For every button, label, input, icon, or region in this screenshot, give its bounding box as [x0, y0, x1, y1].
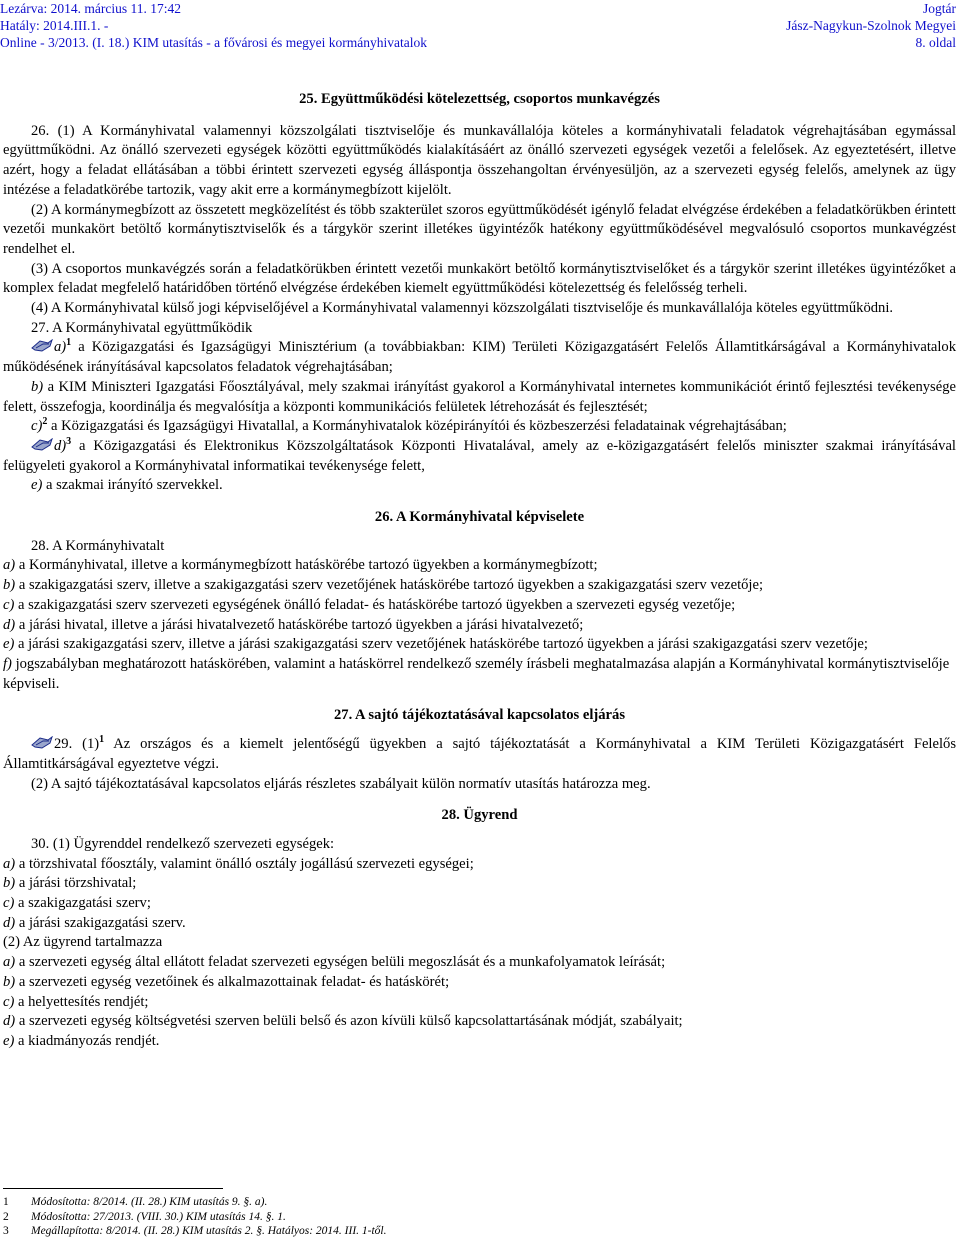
item-27-d	[3, 437, 956, 476]
item-text: a járási hivatal, illetve a járási hivatalvezető hatáskörébe tartozó ügyekben a járási hivatalvezető;	[15, 616, 584, 633]
item-label: d)	[54, 437, 67, 454]
item-label: a)	[3, 557, 16, 574]
list-item	[3, 914, 956, 934]
footnote-number: 2	[3, 1210, 9, 1223]
item-text: a járási szakigazgatási szerv.	[15, 914, 186, 931]
list-item	[3, 953, 956, 973]
footnote-text: Módosította: 27/2013. (VIII. 30.) KIM utasítás 14. §. 1.	[31, 1210, 286, 1223]
item-label: b)	[31, 378, 44, 395]
item-text: a Közigazgatási és Igazságügyi Hivatallal, a Kormányhivatalok középirányítói és közbeszerzési feladatainak végrehajtásában;	[47, 418, 787, 435]
list-item	[3, 556, 956, 576]
footnote-ref[interactable]: 3	[66, 436, 72, 448]
paragraph-26-1: 26. (1) A Kormányhivatal valamennyi közszolgálati tisztviselője és munkavállalója köteles a kormányhivatali feladatok végrehajtásában egymással együttműködni. Az önálló szervezeti egységek közötti együttműködés kialakításáért az önálló szervezeti egységek vezetői a felelősek. Az egyeztetésért, illetve azért, hogy a feladat ellátásában a többi érintett szervezeti egység álláspontja összehangoltan érvényesüljön, az a szervezeti egység felelős, amelynek az ügy intézése a feladatkörébe tartozik, vagy akit erre a kormánymegbízott kijelölt.	[3, 122, 956, 198]
item-text: a járási szakigazgatási szerv, illetve a járási szakigazgatási szerv vezetőjének hatáskörébe tartozó ügyekben a járási szakigazgatási szerv vezetője;	[14, 636, 868, 653]
item-text: a szakigazgatási szerv szervezeti egységének önálló feladat- és hatáskörébe tartozó ügyekben a szervezeti egység vezetője;	[14, 596, 736, 613]
item-27-a	[3, 338, 956, 377]
footnote-text: Megállapította: 8/2014. (II. 28.) KIM utasítás 2. §. Hatályos: 2014. III. 1-től.	[31, 1225, 387, 1237]
list-30-2	[3, 953, 956, 1052]
page-header	[0, 0, 960, 56]
item-text: a törzshivatal főosztály, valamint önálló osztály jogállású szervezeti egységei;	[15, 855, 474, 872]
list-item	[3, 973, 956, 993]
list-item	[3, 1032, 956, 1052]
item-label: d)	[3, 914, 16, 931]
item-label: b)	[3, 973, 16, 990]
footnotes	[3, 1188, 956, 1239]
amendment-marker-icon[interactable]	[31, 736, 53, 749]
item-label: d)	[3, 616, 16, 633]
item-text: a szervezeti egység költségvetési szerven belüli belső és azon kívüli külső kapcsolattartásának módját, szabályait;	[15, 1013, 683, 1030]
paragraph-number: 29. (1)	[54, 736, 100, 753]
item-label: c)	[3, 596, 15, 613]
header-lock-date: Lezárva: 2014. március 11. 17:42	[0, 1, 181, 16]
list-item	[3, 655, 956, 675]
item-label: d)	[3, 1013, 16, 1030]
item-label: c)	[3, 895, 15, 912]
list-item	[3, 894, 956, 914]
list-28	[3, 556, 956, 674]
item-label: c)	[3, 993, 15, 1010]
item-text: a járási törzshivatal;	[15, 875, 137, 892]
section-title-25: 25. Együttműködési kötelezettség, csoportos munkavégzés	[299, 91, 660, 107]
list-item	[3, 596, 956, 616]
item-27-c	[3, 417, 956, 437]
paragraph-30-1: 30. (1) Ügyrenddel rendelkező szervezeti egységek:	[31, 835, 335, 852]
footnote-number: 1	[3, 1196, 9, 1208]
item-27-e	[3, 476, 956, 496]
list-item	[3, 1012, 956, 1032]
item-text: a szakigazgatási szerv;	[14, 895, 151, 912]
item-label: c)	[31, 418, 43, 435]
header-county: Jász-Nagykun-Szolnok Megyei	[786, 18, 956, 33]
paragraph-29-2: (2) A sajtó tájékoztatásával kapcsolatos eljárás részletes szabályait külön normatív utasítás határozza meg.	[31, 775, 651, 792]
section-title-26: 26. A Kormányhivatal képviselete	[374, 509, 585, 526]
item-label: b)	[3, 875, 16, 892]
item-label: b)	[3, 577, 16, 594]
paragraph-26-3: (3) A csoportos munkavégzés során a feladatkörükben érintett vezetői munkakört betöltő kormánytisztviselőket és a tárgykör szerint illetékes ügyintézőket a komplex feladat megfelelő határidőben történő elvégzése érdekében kiemelt együttműködési kötelezettség és felelősség terheli.	[3, 260, 956, 297]
list-item	[3, 576, 956, 596]
footnote-ref[interactable]: 2	[42, 416, 48, 428]
footnote-item	[3, 1210, 956, 1225]
paragraph-29-1	[3, 735, 956, 774]
header-page-number: 8. oldal	[915, 35, 956, 50]
item-label: e)	[3, 1032, 15, 1049]
amendment-marker-icon[interactable]	[31, 339, 53, 352]
footnote-item	[3, 1224, 956, 1239]
footnote-ref[interactable]: 1	[99, 734, 105, 746]
item-label: a)	[54, 339, 67, 356]
item-text: jogszabályban meghatározott hatáskörében, valamint a hatáskörrel rendelkező személy írásbeli meghatalmazása alapján a Kormányhivatal kormánytisztviselője	[11, 655, 950, 672]
item-text: a szervezeti egység vezetőinek és alkalmazottainak feladat- és hatáskörét;	[15, 973, 450, 990]
item-text: a Közigazgatási és Igazságügyi Minisztérium (a továbbiakban: KIM) Területi Közigazgatásért Felelős Államtitkárságával a Kormányhivatalok működésének irányításával kapcsolatos feladatok végrehajtásában;	[3, 339, 956, 376]
item-text: a szervezeti egység által ellátott feladat szervezeti egységen belüli megoszlását és a munkafolyamatok leírását;	[15, 954, 666, 971]
item-text: a szakmai irányító szervekkel.	[42, 477, 223, 494]
item-label: a)	[3, 954, 16, 971]
paragraph-27: 27. A Kormányhivatal együttműködik	[31, 319, 253, 336]
header-source: Jogtár	[923, 1, 956, 16]
section-title-27: 27. A sajtó tájékoztatásával kapcsolatos eljárás	[333, 707, 626, 724]
list-item	[3, 874, 956, 894]
item-27-b	[3, 378, 956, 417]
item-text: a kiadmányozás rendjét.	[14, 1032, 160, 1049]
section-title-28: 28. Ügyrend	[441, 807, 518, 824]
paragraph-28-closing: képviseli.	[3, 675, 60, 692]
footnote-number: 3	[3, 1225, 9, 1237]
item-text: a Közigazgatási és Elektronikus Közszolgáltatások Központi Hivatalával, amely az e-közigazgatásért felelős miniszter szakmai irányításával felügyeleti gyakorol a Kormányhivatal informatikai tevékenysége felett,	[3, 437, 956, 474]
header-document-title: Online - 3/2013. (I. 18.) KIM utasítás - a fővárosi és megyei kormányhivatalok	[0, 35, 428, 50]
item-text: a Kormányhivatal, illetve a kormánymegbízott hatáskörébe tartozó ügyekben a kormánymegbízott;	[15, 557, 598, 574]
list-30-1	[3, 855, 956, 934]
list-item	[3, 616, 956, 636]
item-text: a helyettesítés rendjét;	[14, 993, 149, 1010]
item-label: e)	[3, 636, 15, 653]
paragraph-28: 28. A Kormányhivatalt	[31, 537, 165, 554]
list-item	[3, 993, 956, 1013]
document-body	[3, 90, 956, 1052]
item-text: a szakigazgatási szerv, illetve a szakigazgatási szerv vezetőjének hatáskörébe tartozó ügyekben a szakigazgatási szerv vezetője;	[15, 577, 764, 594]
paragraph-26-2: (2) A kormánymegbízott az összetett megközelítést és több szakterület szoros együttműködését igénylő feladat elvégzése érdekében a feladatkörükben érintett vezetői munkakört betöltő kormánytisztviselők és a tárgykör szerint illetékes ügyintézők hatékony együttműködésével megvalósuló csoportos munkavégzést rendelhet el.	[3, 201, 956, 257]
item-label: f)	[3, 655, 12, 672]
footnote-text: Módosította: 8/2014. (II. 28.) KIM utasítás 9. §. a).	[31, 1196, 268, 1208]
paragraph-26-4: (4) A Kormányhivatal külső jogi képviselőjével a Kormányhivatal valamennyi közszolgálati tisztviselője és munkavállalója köteles együttműködni.	[31, 300, 894, 317]
list-item	[3, 635, 956, 655]
paragraph-30-2: (2) Az ügyrend tartalmazza	[3, 934, 163, 951]
header-effective-date: Hatály: 2014.III.1. -	[0, 18, 109, 33]
amendment-marker-icon[interactable]	[31, 438, 53, 451]
paragraph-text: Az országos és a kiemelt jelentőségű ügyekben a sajtó tájékoztatását a Kormányhivatal a KIM Területi Közigazgatásért Felelős Államtitkárságával egyeztetve végzi.	[3, 736, 956, 772]
footnote-divider	[3, 1188, 223, 1189]
footnote-ref[interactable]: 1	[66, 337, 72, 349]
item-label: a)	[3, 855, 16, 872]
footnote-item	[3, 1195, 956, 1210]
item-text: a KIM Miniszteri Igazgatási Főosztályával, mely szakmai irányítást gyakorol a Kormányhivatal internetes kommunikációt érintő fejlesztési tevékenysége felett, összefogja, koordinálja és megvalósítja a központi kommunikációs felületek létrehozását és fejlesztését;	[3, 378, 956, 415]
list-item	[3, 855, 956, 875]
item-label: e)	[31, 477, 43, 494]
